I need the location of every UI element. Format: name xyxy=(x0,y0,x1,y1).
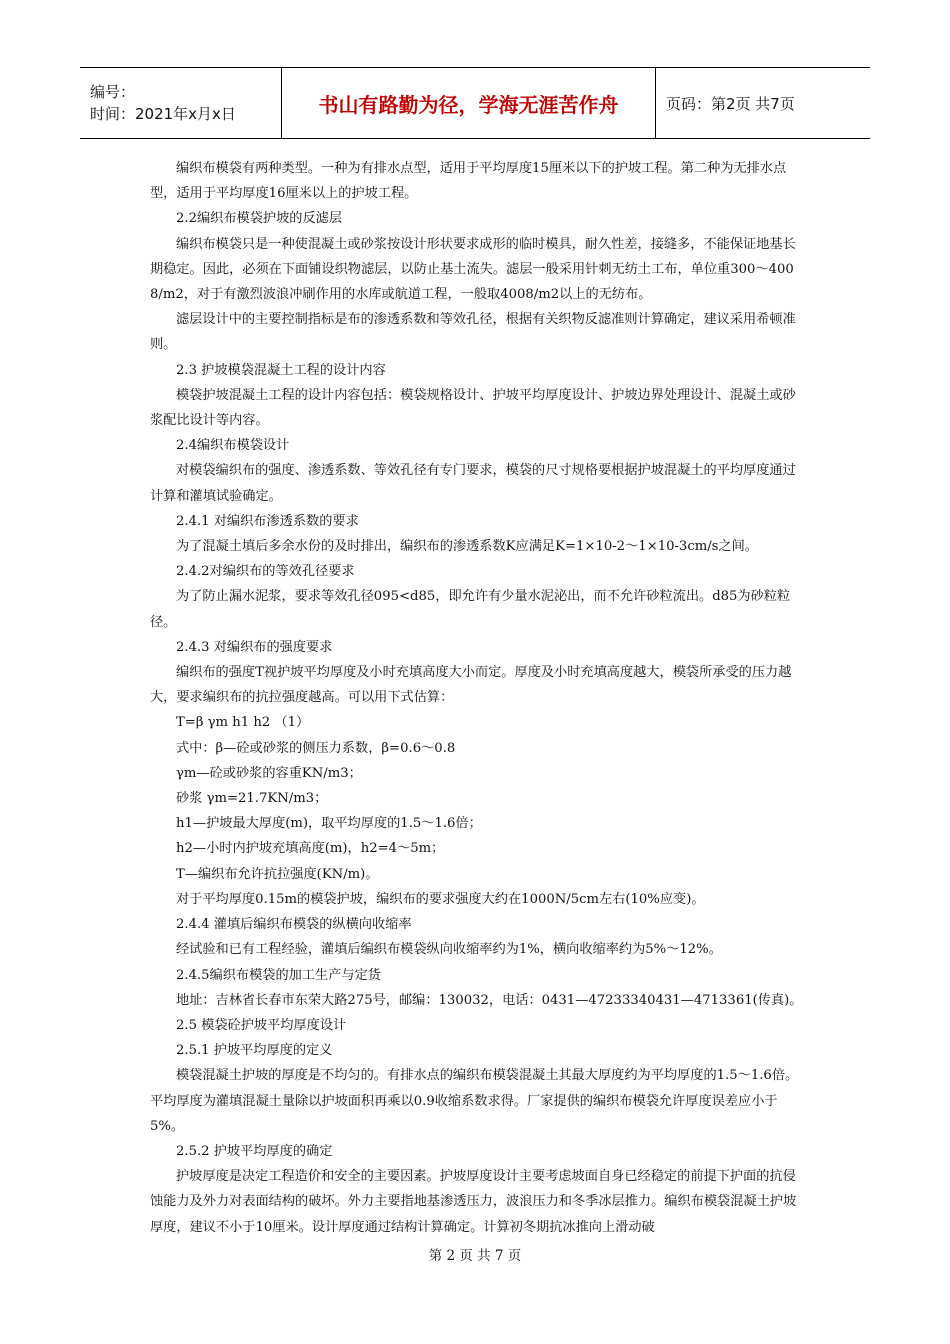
body-paragraph: 滤层设计中的主要控制指标是布的渗透系数和等效孔径，根据有关织物反滤准则计算确定，建议采用希顿准则。 xyxy=(150,312,796,353)
document-date: 时间：2021年x月x日 xyxy=(90,105,236,123)
body-paragraph: 模袋混凝土护坡的厚度是不均匀的。有排水点的编织布模袋混凝土其最大厚度约为平均厚度的1.5～1.6倍。平均厚度为灌填混凝土量除以护坡面积再乘以0.9收缩系数求得。厂家提供的编织布模袋允许厚度误差应小于5%。 xyxy=(150,1068,799,1134)
header-page-info: 页码：第2页 共7页 xyxy=(666,94,795,113)
subsection-heading: 2.4.5编织布模袋的加工生产与定货 xyxy=(176,967,381,983)
body-paragraph: 对于平均厚度0.15m的模袋护坡，编织布的要求强度大约在1000N/5cm左右(10%应变)。 xyxy=(176,891,705,907)
subsection-heading: 2.4.3 对编织布的强度要求 xyxy=(176,639,333,655)
section-heading: 2.4编织布模袋设计 xyxy=(176,438,290,454)
subsection-heading: 2.5.2 护坡平均厚度的确定 xyxy=(176,1143,333,1159)
body-paragraph: 编织布的强度T视护坡平均厚度及小时充填高度大小而定。厚度及小时充填高度越大，模袋所承受的压力越大，要求编织布的抗拉强度越高。可以用下式估算： xyxy=(150,665,792,706)
body-paragraph: 编织布模袋只是一种使混凝土或砂浆按设计形状要求成形的临时模具，耐久性差，接缝多，不能保证地基长期稳定。因此，必须在下面铺设织物滤层，以防止基土流失。滤层一般采用针刺无纺土工布，单位重300～4008/m2，对于有激烈波浪冲刷作用的水库或航道工程，一般取4008/m2以上的无纺布。 xyxy=(150,236,796,303)
body-paragraph: 模袋护坡混凝土工程的设计内容包括：模袋规格设计、护坡平均厚度设计、护坡边界处理设计、混凝土或砂浆配比设计等内容。 xyxy=(150,387,796,429)
subsection-heading: 2.5.1 护坡平均厚度的定义 xyxy=(176,1043,333,1059)
page-header xyxy=(80,67,870,139)
body-paragraph: 护坡厚度是决定工程造价和安全的主要因素。护坡厚度设计主要考虑坡面自身已经稳定的前提下护面的抗侵蚀能力及外力对表面结构的破坏。外力主要指地基渗透压力，波浪压力和冬季冰层推力。编织布模袋混凝土护坡厚度，建议不小于10厘米。设计厚度通过结构计算确定。计算初冬期抗冰推向上滑动破 xyxy=(150,1169,797,1235)
formula-definition: h2—小时内护坡充填高度(m)，h2=4～5m； xyxy=(176,841,445,857)
subsection-heading: 2.4.4 灌填后编织布模袋的纵横向收缩率 xyxy=(176,917,412,933)
document-body xyxy=(150,156,803,1240)
formula-definition: 砂浆 γm=21.7KN/m3； xyxy=(176,791,328,807)
section-heading: 2.5 模袋砼护坡平均厚度设计 xyxy=(176,1017,347,1033)
subsection-heading: 2.4.1 对编织布渗透系数的要求 xyxy=(176,513,359,529)
formula-definition: 式中：β—砼或砂浆的侧压力系数，β=0.6～0.8 xyxy=(176,740,456,756)
section-heading: 2.3 护坡模袋混凝土工程的设计内容 xyxy=(176,362,386,378)
body-paragraph: 编织布模袋有两种类型。一种为有排水点型，适用于平均厚度15厘米以下的护坡工程。第二种为无排水点型，适用于平均厚度16厘米以上的护坡工程。 xyxy=(150,161,787,202)
body-paragraph: 为了防止漏水泥浆，要求等效孔径095<d85，即允许有少量水泥泌出，而不允许砂粒流出。d85为砂粒粒径。 xyxy=(150,589,791,630)
header-meta xyxy=(80,68,282,138)
body-paragraph: 经试验和已有工程经验，灌填后编织布模袋纵向收缩率约为1%，横向收缩率约为5%～12%。 xyxy=(176,942,722,958)
subsection-heading: 2.4.2对编织布的等效孔径要求 xyxy=(176,564,355,580)
page-footer: 第 2 页 共 7 页 xyxy=(428,1248,522,1264)
section-heading: 2.2编织布模袋护坡的反滤层 xyxy=(176,211,343,227)
body-paragraph: 为了混凝土填后多余水份的及时排出，编织布的渗透系数K应满足K=1×10-2～1×10-3cm/s之间。 xyxy=(176,539,758,555)
body-paragraph: 地址：吉林省长春市东荣大路275号，邮编：130032，电话：0431—47233340431—4713361(传真)。 xyxy=(176,992,803,1008)
formula-definition: h1—护坡最大厚度(m)，取平均厚度的1.5～1.6倍； xyxy=(176,816,482,832)
formula: T=β γm h1 h2 （1） xyxy=(176,715,310,731)
header-motto-cell xyxy=(282,68,656,138)
formula-definition: T—编织布允许抗拉强度(KN/m)。 xyxy=(176,866,379,882)
formula-definition: γm—砼或砂浆的容重KN/m3； xyxy=(176,765,362,781)
document-number-label: 编号： xyxy=(90,83,136,101)
body-paragraph: 对模袋编织布的强度、渗透系数、等效孔径有专门要求，模袋的尺寸规格要根据护坡混凝土的平均厚度通过计算和灌填试验确定。 xyxy=(150,463,796,504)
header-motto: 书山有路勤为径，学海无涯苦作舟 xyxy=(318,92,619,117)
